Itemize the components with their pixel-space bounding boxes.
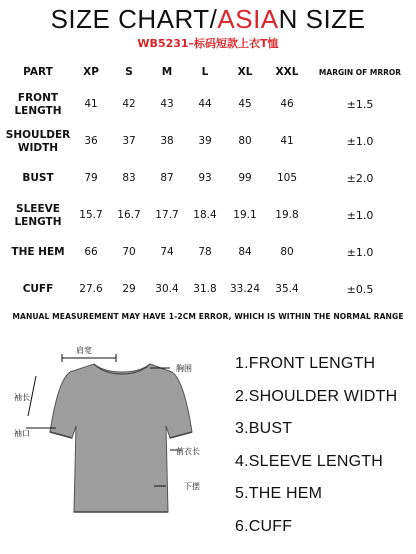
page-title (0, 4, 416, 34)
cell-value: 19.1 (233, 209, 257, 221)
cell-margin: ±1.0 (346, 209, 374, 222)
cell-value: 38 (160, 135, 174, 147)
col-header-part: PART (23, 65, 53, 78)
cell-value: 41 (84, 98, 98, 110)
cell-part: THE HEM (11, 246, 65, 258)
label-sleeve: 袖长 (14, 393, 30, 402)
table-header-row (4, 58, 412, 86)
cell-value: 17.7 (155, 209, 179, 221)
table-row (4, 234, 412, 271)
cell-value: 74 (160, 246, 174, 258)
cell-value: 80 (280, 246, 294, 258)
col-header-xp: XP (83, 65, 99, 78)
label-hem: 下摆 (184, 482, 200, 491)
cell-value: 46 (280, 98, 294, 110)
legend-item-shoulder-width: 2.SHOULDER WIDTH (235, 387, 398, 405)
cell-margin: ±0.5 (346, 283, 374, 296)
cell-value: 41 (280, 135, 294, 147)
measurement-note: MANUAL MEASUREMENT MAY HAVE 1-2CM ERROR, WHICH IS WITHIN THE NORMAL RANGE (12, 312, 404, 321)
cell-value: 37 (122, 135, 136, 147)
cell-value: 33.24 (229, 283, 261, 295)
legend-item-cuff: 6.CUFF (235, 517, 293, 535)
title-highlight: ASIA (217, 4, 279, 34)
cell-value: 84 (238, 246, 252, 258)
table-row (4, 197, 412, 234)
cell-part: BUST (22, 172, 54, 184)
legend-item-sleeve-length: 4.SLEEVE LENGTH (235, 452, 383, 470)
table-row (4, 271, 412, 308)
cell-value: 29 (122, 283, 136, 295)
cell-value: 78 (198, 246, 212, 258)
cell-value: 66 (84, 246, 98, 258)
cell-value: 105 (276, 172, 298, 184)
cell-value: 31.8 (193, 283, 217, 295)
cell-value: 79 (84, 172, 98, 184)
title-main: SIZE CHART/ (50, 4, 218, 34)
table-row (4, 160, 412, 197)
cell-value: 83 (122, 172, 136, 184)
table-row (4, 123, 412, 160)
size-table (4, 58, 412, 308)
cell-margin: ±1.0 (346, 246, 374, 259)
col-header-xxl: XXL (275, 65, 299, 78)
product-code: WB5231–标码短款上衣T恤 (137, 37, 279, 50)
cell-value: 18.4 (193, 209, 217, 221)
tshirt-diagram (4, 342, 224, 552)
cell-value: 42 (122, 98, 136, 110)
title-rest: N SIZE (278, 4, 366, 34)
cell-value: 43 (160, 98, 174, 110)
cell-value: 15.7 (79, 209, 103, 221)
table-row (4, 86, 412, 123)
cell-value: 35.4 (275, 283, 299, 295)
col-header-l: L (201, 65, 209, 78)
label-shoulder: 肩宽 (76, 346, 92, 355)
cell-value: 16.7 (117, 209, 141, 221)
legend-item-bust: 3.BUST (235, 420, 293, 437)
cell-margin: ±2.0 (346, 172, 374, 185)
label-cuff: 袖口 (14, 429, 30, 438)
cell-value: 19.8 (275, 209, 299, 221)
cell-value: 80 (238, 135, 252, 147)
cell-value: 27.6 (79, 283, 103, 295)
label-chest: 胸围 (176, 364, 192, 373)
legend-item-front-length: 1.FRONT LENGTH (235, 355, 376, 372)
label-front-length: 前衣长 (176, 447, 200, 456)
col-header-xl: XL (237, 65, 253, 78)
cell-value: 87 (160, 172, 174, 184)
cell-value: 45 (238, 98, 252, 110)
cell-part: CUFF (22, 283, 54, 295)
measurement-legend (235, 348, 415, 543)
cell-part: SLEEVE LENGTH (14, 202, 62, 228)
cell-value: 93 (198, 172, 212, 184)
cell-value: 39 (198, 135, 212, 147)
cell-part: SHOULDER WIDTH (5, 128, 71, 154)
cell-value: 99 (238, 172, 252, 184)
cell-margin: ±1.0 (346, 135, 374, 148)
col-header-m: M (161, 65, 173, 78)
cell-value: 30.4 (155, 283, 179, 295)
cell-part: FRONT LENGTH (14, 91, 62, 117)
col-header-s: S (125, 65, 133, 78)
legend-item-hem: 5.THE HEM (235, 485, 323, 502)
cell-margin: ±1.5 (346, 98, 374, 111)
cell-value: 36 (84, 135, 98, 147)
cell-value: 70 (122, 246, 136, 258)
col-header-margin: MARGIN OF MRROR (318, 67, 402, 77)
cell-value: 44 (198, 98, 212, 110)
